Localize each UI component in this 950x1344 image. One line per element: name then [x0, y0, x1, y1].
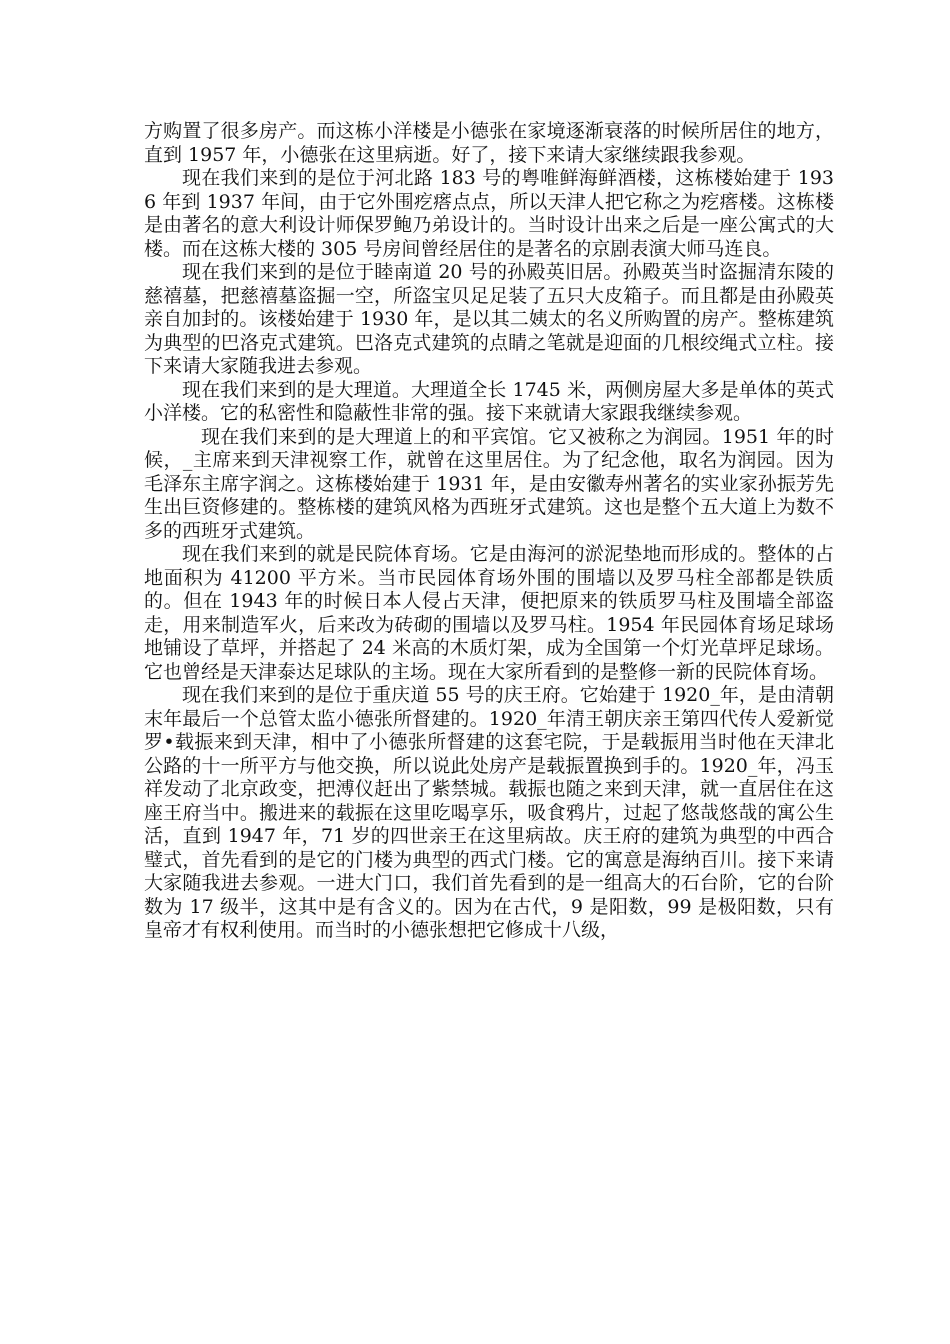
paragraph-yuewei-seafood-restaurant: 现在我们来到的是位于河北路 183 号的粤唯鲜海鲜酒楼，这栋楼始建于 1936 年到 1937 年间，由于它外围疙瘩点点，所以天津人把它称之为疙瘩楼。这栋楼是由著名的意大利设计师保罗鲍乃弟设计的。当时设计出来之后是一座公寓式的大楼。而在这栋大楼的 305 号房间曾经居住的是著名的京剧表演大师马连良。 — [144, 167, 834, 260]
paragraph-dali-road: 现在我们来到的是大理道。大理道全长 1745 米，两侧房屋大多是单体的英式小洋楼。它的私密性和隐蔽性非常的强。接下来就请大家跟我继续参观。 — [144, 378, 834, 424]
paragraph-prince-qing-mansion: 现在我们来到的是位于重庆道 55 号的庆王府。它始建于 1920_年，是由清朝末年最后一个总管太监小德张所督建的。1920_年清王朝庆亲王第四代传人爱新觉罗•载振来到天津，相中了小德张所督建的这套宅院，于是载振用当时他在天津北公路的十一所平方与他交换，所以说此处房产是载振置换到手的。1920_年，冯玉祥发动了北京政变，把溥仪赶出了紫禁城。载振也随之来到天津，就一直居住在这座王府当中。搬进来的载振在这里吃喝享乐，吸食鸦片，过起了悠哉悠哉的寓公生活，直到 1947 年，71 岁的四世亲王在这里病故。庆王府的建筑为典型的中西合璧式，首先看到的是它的门楼为典型的西式门楼。它的寓意是海纳百川。接下来请大家随我进去参观。一进大门口，我们首先看到的是一组高大的石台阶，它的台阶数为 17 级半，这其中是有含义的。因为在古代，9 是阳数，99 是极阳数，只有皇帝才有权利使用。而当时的小德张想把它修成十八级， — [144, 684, 834, 941]
paragraph-minyuan-stadium: 现在我们来到的就是民院体育场。它是由海河的淤泥垫地而形成的。整体的占地面积为 41200 平方米。当市民园体育场外围的围墙以及罗马柱全部都是铁质的。但在 1943 年的时候日本人侵占天津，便把原来的铁质罗马柱及围墙全部盗走，用来制造军火，后来改为砖砌的围墙以及罗马柱。1954 年民园体育场足球场地铺设了草坪，并搭起了 24 米高的木质灯架，成为全国第一个灯光草坪足球场。它也曾经是天津泰达足球队的主场。现在大家所看到的是整修一新的民院体育场。 — [144, 543, 834, 683]
paragraph-peace-hotel: 现在我们来到的是大理道上的和平宾馆。它又被称之为润园。1951 年的时候，_主席来到天津视察工作，就曾在这里居住。为了纪念他，取名为润园。因为毛泽东主席字润之。这栋楼始建于 1931 年，是由安徽寿州著名的实业家孙振芳先生出巨资修建的。整栋楼的建筑风格为西班牙式建筑。这也是整个五大道上为数不多的西班牙式建筑。 — [144, 425, 834, 542]
paragraph-continuation: 方购置了很多房产。而这栋小洋楼是小德张在家境逐渐衰落的时候所居住的地方，直到 1957 年，小德张在这里病逝。好了，接下来请大家继续跟我参观。 — [144, 120, 834, 166]
body-text — [144, 120, 834, 943]
paragraph-sun-dianying-residence: 现在我们来到的是位于睦南道 20 号的孙殿英旧居。孙殿英当时盗掘清东陵的慈禧墓，把慈禧墓盗掘一空，所盗宝贝足足装了五只大皮箱子。而且都是由孙殿英亲自加封的。该楼始建于 1930 年，是以其二姨太的名义所购置的房产。整栋建筑为典型的巴洛克式建筑。巴洛克式建筑的点睛之笔就是迎面的几根绞绳式立柱。接下来请大家随我进去参观。 — [144, 261, 834, 377]
